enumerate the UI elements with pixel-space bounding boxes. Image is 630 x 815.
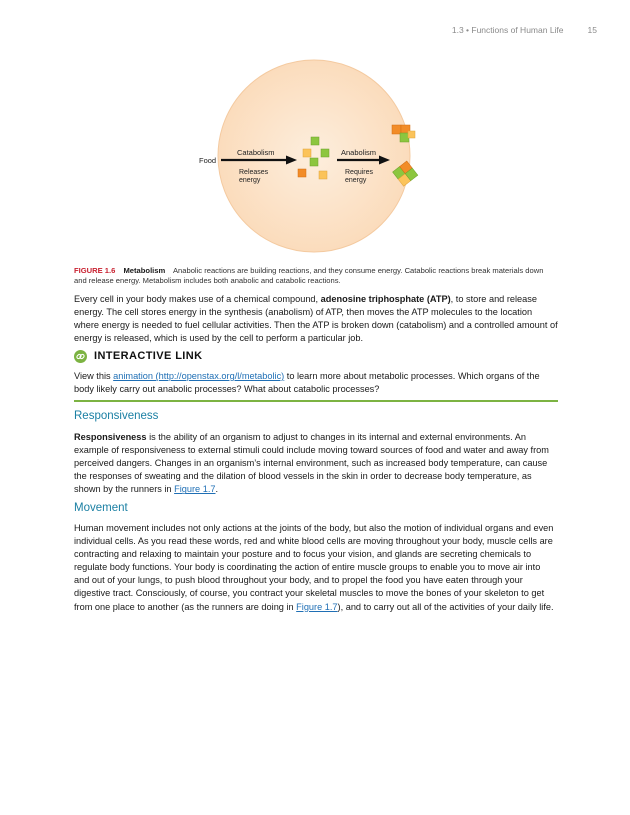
- atp-term: adenosine triphosphate (ATP): [320, 294, 451, 304]
- metabolism-figure: [0, 0, 630, 270]
- movement-paragraph: [74, 522, 558, 614]
- anabolism-label: Anabolism: [341, 148, 377, 157]
- section-divider: [74, 400, 558, 402]
- figure-caption-text: Anabolic reactions are building reactions, and they consume energy. Catabolic reactions break materials down and release energy. Metabolism includes both anabolic and catabolic reactions.: [74, 266, 544, 285]
- responsiveness-text-after: .: [215, 484, 219, 495]
- figure-1-7-link[interactable]: Figure 1.7: [174, 484, 216, 495]
- responsiveness-paragraph: [74, 431, 558, 496]
- responsiveness-heading: Responsiveness: [74, 410, 159, 422]
- movement-text-after: ), and to carry out all of the activities of your daily life.: [337, 601, 554, 612]
- header-section: 1.3 • Functions of Human Life: [451, 25, 564, 35]
- interactive-link-header: [74, 348, 202, 364]
- interactive-link-text-before: View this: [74, 371, 114, 381]
- catabolism-label: Catabolism: [237, 148, 275, 157]
- responsiveness-term: Responsiveness: [74, 432, 147, 442]
- figure-number: FIGURE 1.6: [74, 266, 116, 275]
- food-label: Food: [199, 156, 217, 165]
- figure-caption: [74, 266, 558, 286]
- interactive-link-text-after: to learn more about metabolic processes. Which organs of the body likely carry out anabolic processes? What about catabolic processes?: [74, 371, 540, 395]
- catabolism-sub-2: energy: [239, 177, 261, 184]
- metabolism-diagram: [0, 0, 630, 270]
- movement-heading: Movement: [74, 502, 128, 514]
- interactive-link-title: INTERACTIVE LINK: [94, 350, 203, 362]
- figure-title: Metabolism: [123, 266, 166, 275]
- page-number: 15: [587, 25, 597, 35]
- anabolism-sub-1: Requires: [345, 169, 374, 176]
- catabolism-sub-1: Releases: [239, 169, 269, 176]
- figure-1-7-link-movement[interactable]: Figure 1.7: [296, 601, 338, 612]
- animation-link[interactable]: animation (http://openstax.org/l/metabolic): [113, 371, 285, 381]
- anabolism-sub-2: energy: [345, 177, 367, 184]
- atp-text-after: , to store and release energy. The cell stores energy in the synthesis (anabolism) of ATP, then moves the ATP molecules to the location where energy is needed to fuel cellular activities. Then the ATP is broken down (catabolism) and a controlled amount of energy is released, which is used by the cell to perform a particular job.: [74, 294, 558, 344]
- link-icon: [74, 350, 87, 363]
- atp-text-before: Every cell in your body makes use of a chemical compound,: [74, 294, 321, 304]
- responsiveness-text: is the ability of an organism to adjust to changes in its internal and external environments. An example of responsiveness to external stimuli could include moving toward sources of food and water and away from perceived dangers. Changes in an organism’s internal environment, such as increased body temperature, can cause the responses of sweating and the dilation of blood vessels in the skin in order to decrease body temperature, as shown by the runners in: [74, 432, 549, 495]
- movement-text: Human movement includes not only actions at the joints of the body, but also the motion of individual organs and even individual cells. As you read these words, red and white blood cells are moving throughout your body, muscle cells are contracting and relaxing to maintain your posture and to focus your vision, and glands are secreting chemicals to regulate body functions. Your body is coordinating the action of entire muscle groups to enable you to move air into and out of your lungs, to push blood throughout your body, and to propel the food you have eaten through your digestive tract. Consciously, of course, you contract your skeletal muscles to move the bones of your skeleton to get from one place to another (as the runners are doing in: [74, 523, 554, 612]
- interactive-link-paragraph: [74, 370, 558, 396]
- atp-paragraph: [74, 293, 558, 345]
